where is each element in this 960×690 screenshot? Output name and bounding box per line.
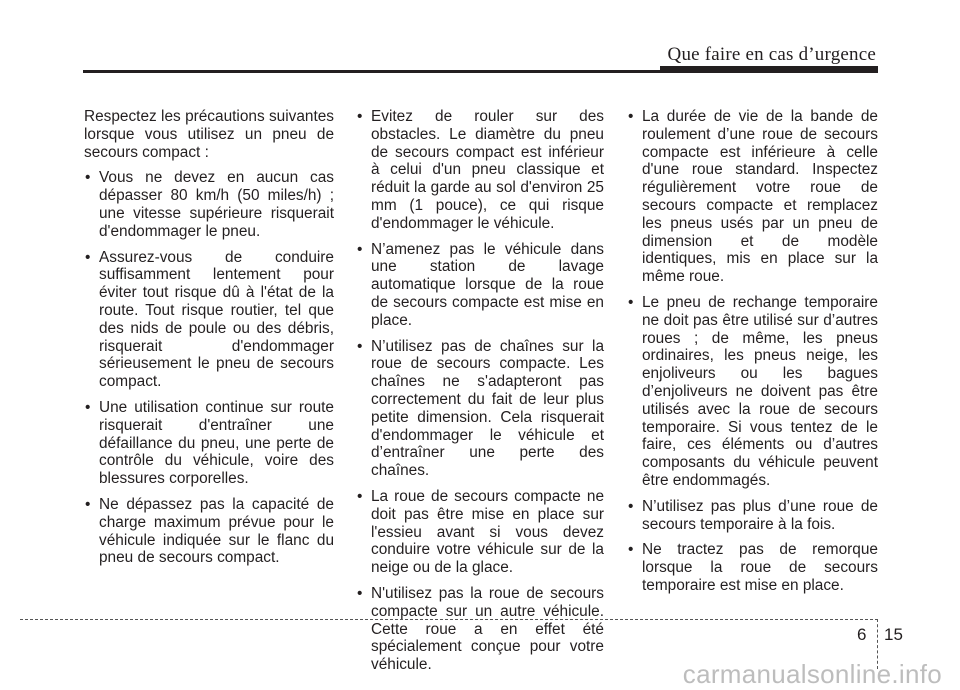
list-item: • Vous ne devez en aucun cas dépasser 80 km/h (50 miles/h) ; une vitesse supérieure risquerait d'endommager le pneu. (84, 169, 334, 240)
bullet-list-2 (356, 108, 604, 674)
section-title: Que faire en cas d’urgence (667, 44, 876, 65)
list-item: • Une utilisation continue sur route risquerait d'entraîner une défaillance du pneu, une perte de contrôle du véhicule, voire des blessures corporelles. (84, 399, 334, 488)
list-item: • Ne tractez pas de remorque lorsque la roue de secours temporaire est mise en place. (627, 541, 878, 594)
column-3 (627, 108, 878, 603)
column-2 (356, 108, 604, 682)
list-item: • Ne dépassez pas la capacité de charge maximum prévue pour le véhicule indiquée sur le flanc du pneu de secours compact. (84, 496, 334, 567)
bullet-list-3 (627, 108, 878, 595)
page-number: 15 (884, 625, 903, 644)
list-item: • Assurez-vous de conduire suffisamment lentement pour éviter tout risque dû à l'état de la route. Tout risque routier, tel que des nids de poule ou des débris, risquerait d'endommager sérieusement le pneu de secours compact. (84, 249, 334, 391)
chapter-number: 6 (857, 625, 867, 644)
list-item: • Le pneu de rechange temporaire ne doit pas être utilisé sur d’autres roues ; de même, les pneus ordinaires, les pneus neige, les enjoliveurs ou les bagues d’enjoliveurs ne doivent pas être utilisés avec la roue de secours temporaire. Si vous tentez de le faire, ces éléments ou d’autres composants du véhicule peuvent être endommagés. (627, 294, 878, 490)
list-item: • La durée de vie de la bande de roulement d’une roue de secours compacte est inférieure à celle d'une roue standard. Inspectez régulièrement votre roue de secours compacte et remplacez les pneus usés par un pneu de dimension et de modèle identiques, mis en place sur la même roue. (627, 108, 878, 286)
footer-divider (20, 619, 878, 620)
list-item: • N’utilisez pas plus d’une roue de secours temporaire à la fois. (627, 498, 878, 534)
list-item: • N'utilisez pas la roue de secours compacte sur un autre véhicule. Cette roue a en effet été spécialement conçue pour votre véhicule. (356, 585, 604, 674)
list-item: • Evitez de rouler sur des obstacles. Le diamètre du pneu de secours compact est inférieur à celui d'un pneu classique et réduit la garde au sol d'environ 25 mm (1 pouce), ce qui risque d'endommager le véhicule. (356, 108, 604, 233)
intro-paragraph: Respectez les précautions suivantes lorsque vous utilisez un pneu de secours compact : (84, 108, 334, 161)
header-rule (83, 70, 878, 73)
list-item: • N’utilisez pas de chaînes sur la roue de secours compacte. Les chaînes ne s'adapteront pas correctement du fait de leur plus petite dimension. Cela risquerait d'endommager le véhicule et d’entraîner une perte des chaînes. (356, 338, 604, 480)
column-1 (84, 108, 334, 575)
list-item: • La roue de secours compacte ne doit pas être mise en place sur l'essieu avant si vous devez conduire votre véhicule sur de la neige ou de la glace. (356, 488, 604, 577)
list-item: • N’amenez pas le véhicule dans une station de lavage automatique lorsque de la roue de secours compacte est mise en place. (356, 241, 604, 330)
watermark-text: carmanualsonline.info (682, 659, 942, 689)
bullet-list-1 (84, 169, 334, 567)
